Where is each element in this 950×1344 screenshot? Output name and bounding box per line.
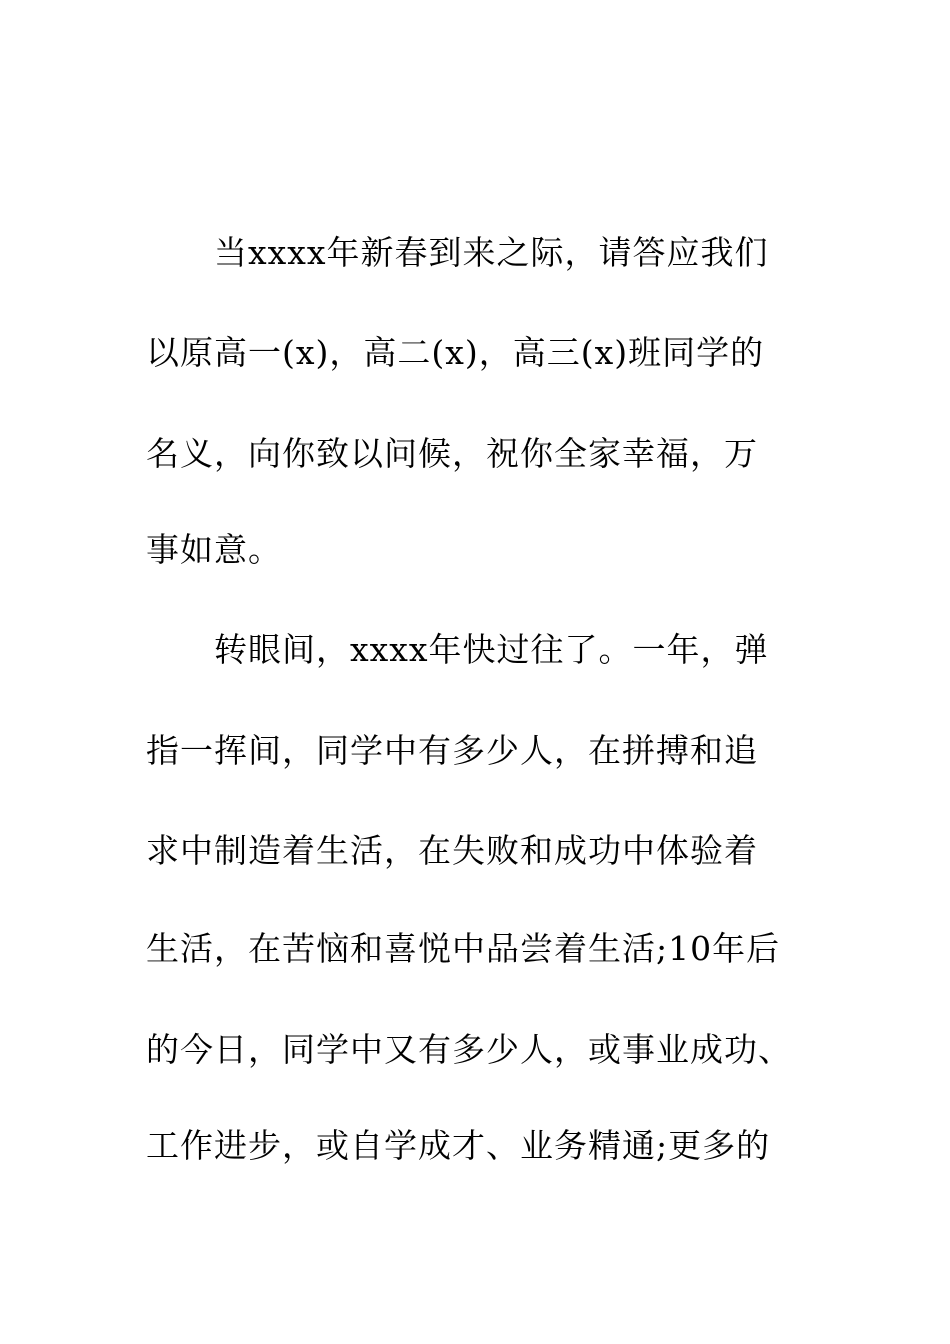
text-line: 求中制造着生活，在失败和成功中体验着 <box>146 831 758 870</box>
text-line: 当xxxx年新春到来之际，请答应我们 <box>214 233 769 272</box>
text-line: 工作进步，或自学成才、业务精通;更多的 <box>146 1126 771 1165</box>
text-line: 以原高一(x)，高二(x)，高三(x)班同学的 <box>146 333 765 372</box>
text-line: 生活，在苦恼和喜悦中品尝着生活;10年后 <box>146 929 781 968</box>
text-line: 转眼间，xxxx年快过往了。一年，弹 <box>214 630 769 669</box>
text-line: 事如意。 <box>146 530 282 569</box>
text-line: 名义，向你致以问候，祝你全家幸福，万 <box>146 434 758 473</box>
text-line: 指一挥间，同学中有多少人，在拼搏和追 <box>146 731 758 770</box>
text-line: 的今日，同学中又有多少人，或事业成功、 <box>146 1030 792 1069</box>
